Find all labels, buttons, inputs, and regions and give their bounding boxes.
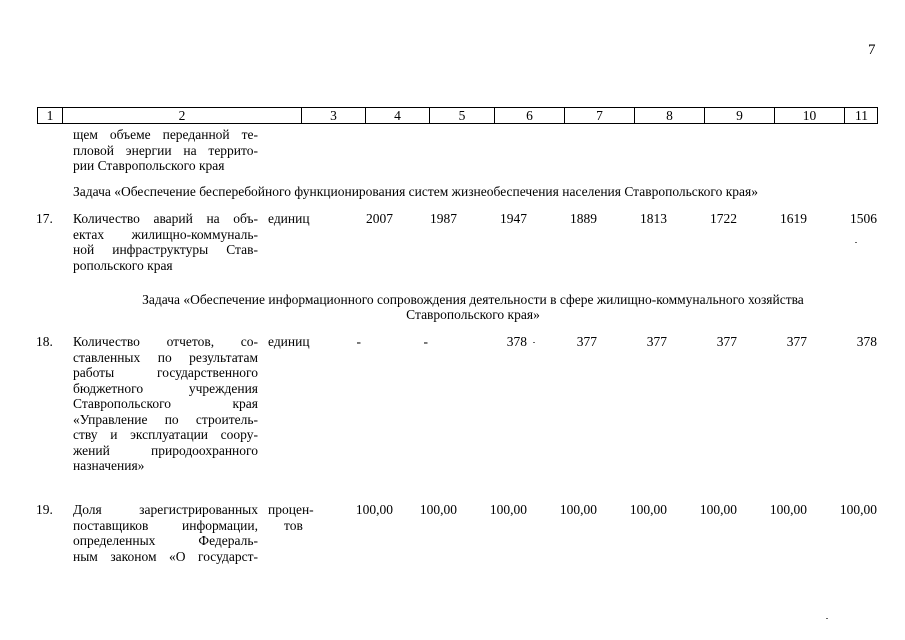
row-18-value: 377 (646, 334, 667, 349)
name-line: поставщиков информации, (73, 517, 258, 533)
table-header-row (37, 107, 878, 124)
row-18-value: - (423, 334, 428, 349)
header-col-3: 3 (302, 108, 366, 123)
name-line: пловой энергии на террито- (73, 142, 258, 158)
row-19-value: 100,00 (489, 502, 527, 517)
header-col-8: 8 (635, 108, 705, 123)
name-line: определенных Федераль- (73, 533, 258, 548)
task-heading-2-line: Задача «Обеспечение информационного сопровождения деятельности в сфере жилищно-коммунального хозяйства (142, 292, 804, 307)
scan-speck (855, 242, 857, 243)
name-line: Доля зарегистрированных (73, 502, 258, 517)
header-col-4: 4 (366, 108, 430, 123)
row-18-value: 378 (506, 334, 527, 349)
row-17-value: 2007 (366, 211, 393, 226)
name-line: Количество аварий на объ- (73, 211, 258, 226)
page-number: 7 (868, 42, 876, 58)
row-17-unit: единиц (268, 211, 310, 226)
row-19-value: 100,00 (699, 502, 737, 517)
row-18-value: 377 (576, 334, 597, 349)
name-line: ропольского края (73, 257, 173, 273)
row-19-name (73, 502, 258, 564)
name-line: Количество отчетов, со- (73, 334, 258, 349)
header-col-1: 1 (38, 108, 63, 123)
name-line: «Управление по строитель- (73, 411, 258, 427)
row-17-name (73, 211, 258, 273)
row-19-unit (268, 502, 314, 533)
task-heading-2 (73, 292, 873, 322)
name-line: щем объеме переданной те- (73, 127, 258, 142)
name-line: ной инфраструктуры Став- (73, 242, 258, 257)
row-17-value: 1987 (430, 211, 457, 226)
row-17-number: 17. (36, 211, 53, 226)
unit-line: тов (284, 517, 303, 533)
name-line: ству и эксплуатации соору- (73, 427, 258, 442)
header-col-6: 6 (495, 108, 565, 123)
header-col-9: 9 (705, 108, 775, 123)
scan-speck (826, 618, 828, 619)
row-17-value: 1947 (500, 211, 527, 226)
name-line: назначения» (73, 458, 145, 473)
row-18-value: 377 (786, 334, 807, 349)
scan-speck (533, 342, 535, 343)
row-18-name (73, 334, 258, 474)
name-line: ектах жилищно-коммуналь- (73, 226, 258, 242)
row-18-number: 18. (36, 334, 53, 349)
row-19-value: 100,00 (839, 502, 877, 517)
header-col-7: 7 (565, 108, 635, 123)
name-line: ным законом «О государст- (73, 548, 258, 564)
row-17-value: 1506 (850, 211, 877, 226)
row-17-value: 1889 (570, 211, 597, 226)
row-19-number: 19. (36, 502, 53, 517)
row-19-value: 100,00 (769, 502, 807, 517)
row-18-unit: единиц (268, 334, 310, 349)
row-17-value: 1619 (780, 211, 807, 226)
row-17-value: 1813 (640, 211, 667, 226)
row-19-value: 100,00 (559, 502, 597, 517)
name-line: работы государственного (73, 365, 258, 380)
row-18-value: 378 (856, 334, 877, 349)
row-17-value: 1722 (710, 211, 737, 226)
row-19-value: 100,00 (355, 502, 393, 517)
name-line: бюджетного учреждения (73, 380, 258, 396)
name-line: жений природоохранного (73, 442, 258, 458)
row-19-value: 100,00 (419, 502, 457, 517)
unit-line: процен- (268, 502, 314, 517)
name-line: Ставропольского края (73, 396, 258, 411)
header-col-5: 5 (430, 108, 495, 123)
header-col-10: 10 (775, 108, 845, 123)
row-18-value: - (356, 334, 361, 349)
row-18-value: 377 (716, 334, 737, 349)
row-19-value: 100,00 (629, 502, 667, 517)
task-heading-2-line: Ставропольского края» (406, 307, 540, 322)
name-line: рии Ставропольского края (73, 158, 225, 173)
header-col-11: 11 (855, 108, 868, 123)
header-col-2: 2 (63, 108, 302, 123)
continued-row-name (73, 127, 258, 174)
task-heading-1: Задача «Обеспечение бесперебойного функционирования систем жизнеобеспечения населения Ставропольского края» (73, 184, 758, 199)
name-line: ставленных по результатам (73, 349, 258, 365)
